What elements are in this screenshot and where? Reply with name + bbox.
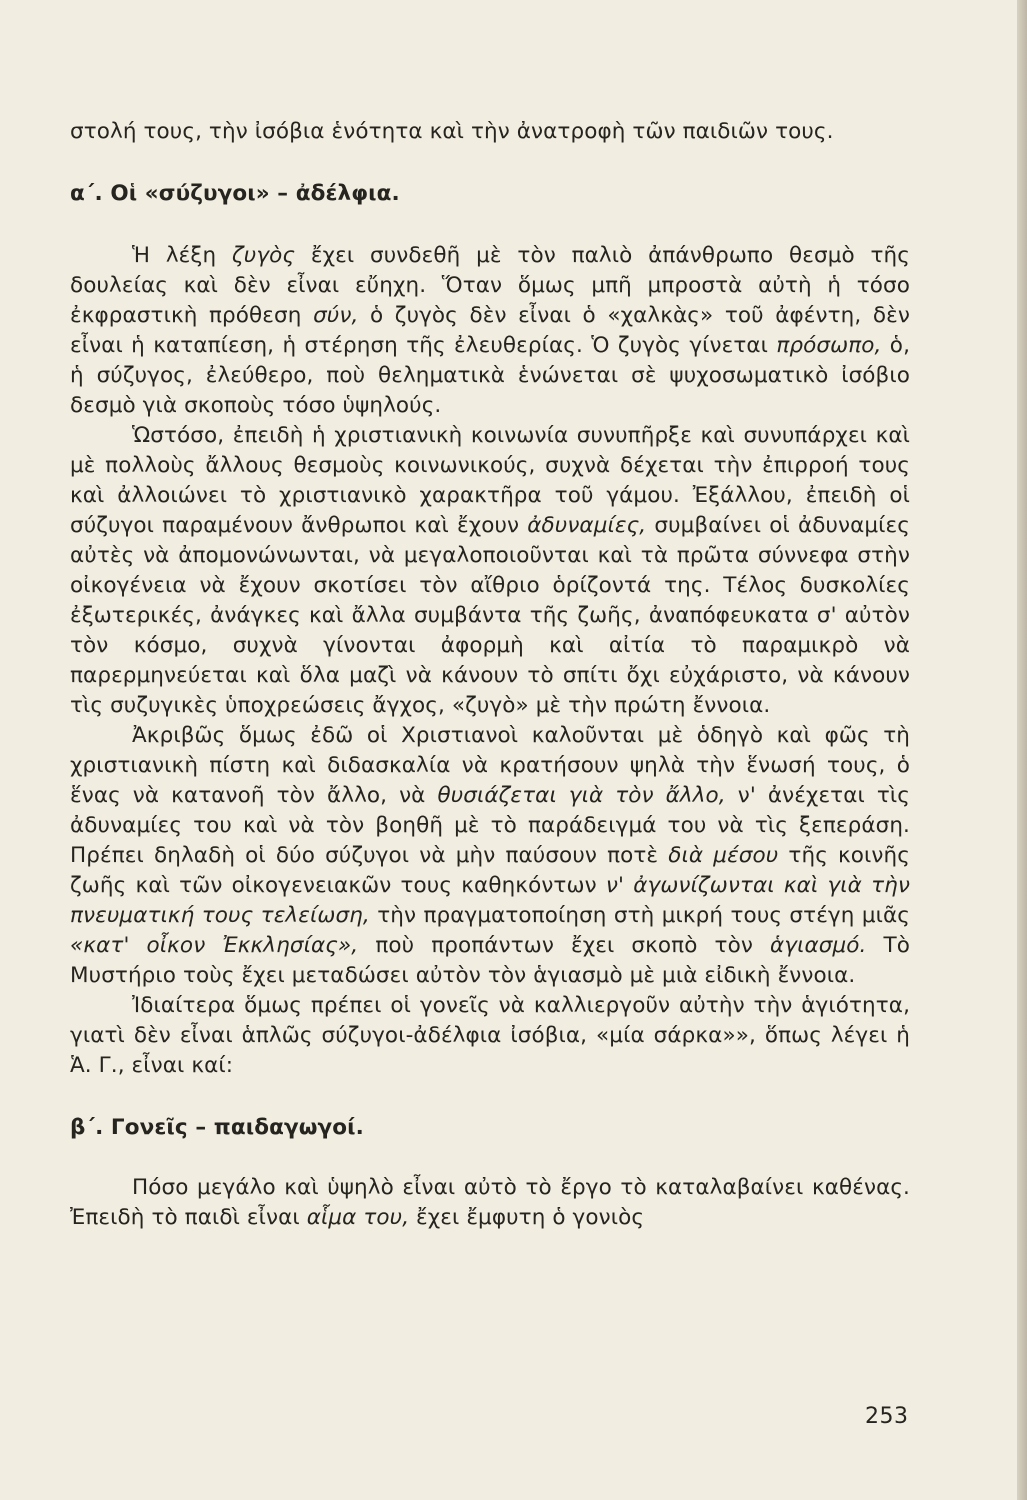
- paragraph-continued: στολή τους, τὴν ἰσόβια ἑνότητα καὶ τὴν ἀνατροφὴ τῶν παιδιῶν τους.: [70, 119, 834, 144]
- paragraph-weaknesses: Ὡστόσο, ἐπειδὴ ἡ χριστιανικὴ κοινωνία συνυπῆρξε καὶ συνυπάρχει καὶ μὲ πολλοὺς ἄλλους θεσμοὺς κοινωνικούς, συχνὰ δέχεται τὴν ἐπιρροή τους καὶ ἀλλοιώνει τὸ χριστιανικὸ χαρακτῆρα τοῦ γάμου. Ἐξάλλου, ἐπειδὴ οἱ σύζυγοι παραμένουν ἄνθρωποι καὶ ἔχουν ἀδυναμίες, συμβαίνει οἱ ἀδυναμίες αὐτὲς νὰ ἀπομονώνωνται, νὰ μεγαλοποιοῦνται καὶ τὰ πρῶτα σύννεφα στὴν οἰκογένεια νὰ ἔχουν σκοτίσει τὸν αἴθριο ὁρίζοντά της. Τέλος δυσκολίες ἐξωτερικές, ἀνάγκες καὶ ἄλλα συμβάντα τῆς ζωῆς, ἀναπόφευκατα σ' αὐτὸν τὸν κόσμο, συχνὰ γίνονται ἀφορμὴ καὶ αἰτία τὸ παραμικρὸ νὰ παρερμηνεύεται καὶ ὅλα μαζὶ νὰ κάνουν τὸ σπίτι ὄχι εὐχάριστο, νὰ κάνουν τὶς συζυγικὲς ὑποχρεώσεις ἄγχος, «ζυγὸ» μὲ τὴν πρώτη ἔννοια.: [70, 423, 910, 718]
- paragraph-christians: Ἀκριβῶς ὅμως ἐδῶ οἱ Χριστιανοὶ καλοῦνται μὲ ὁδηγὸ καὶ φῶς τὴ χριστιανικὴ πίστη καὶ διδασκαλία νὰ κρατήσουν ψηλὰ τὴν ἕνωσή τους, ὁ ἕνας νὰ κατανοῆ τὸν ἄλλο, νὰ θυσιάζεται γιὰ τὸν ἄλλο, ν' ἀνέχεται τὶς ἀδυναμίες του καὶ νὰ τὸν βοηθῆ μὲ τὸ παράδειγμά του νὰ τὶς ξεπεράση. Πρέπει δηλαδὴ οἱ δύο σύζυγοι νὰ μὴν παύσουν ποτὲ διὰ μέσου τῆς κοινῆς ζωῆς καὶ τῶν οἰκογενειακῶν τους καθηκόντων ν' ἀγωνίζωνται καὶ γιὰ τὴν πνευματική τους τελείωση, τὴν πραγματοποίηση στὴ μικρή τους στέγη μιᾶς «κατ' οἶκον Ἐκκλησίας», ποὺ προπάντων ἔχει σκοπὸ τὸν ἁγιασμό. Τὸ Μυστήριο τοὺς ἔχει μεταδώσει αὐτὸν τὸν ἁγιασμὸ μὲ μιὰ εἰδικὴ ἔννοια.: [70, 723, 911, 988]
- paragraph-zygos: Ἡ λέξη ζυγὸς ἔχει συνδεθῆ μὲ τὸν παλιὸ ἀπάνθρωπο θεσμὸ τῆς δουλείας καὶ δὲν εἶναι εὔηχη. Ὅταν ὅμως μπῆ μπροστὰ αὐτὴ ἡ τόσο ἐκφραστικὴ πρόθεση σύν, ὁ ζυγὸς δὲν εἶναι ὁ «χαλκὰς» τοῦ ἀφέντη, δὲν εἶναι ἡ καταπίεση, ἡ στέρηση τῆς ἐλευθερίας. Ὁ ζυγὸς γίνεται πρόσωπο, ὁ, ἡ σύζυγος, ἐλεύθερο, ποὺ θεληματικὰ ἑνώνεται σὲ ψυχοσωματικὸ ἰσόβιο δεσμὸ γιὰ σκοποὺς τόσο ὑψηλούς.: [70, 243, 911, 418]
- page-number: 253: [865, 1404, 909, 1429]
- section-heading-b: β΄. Γονεῖς – παιδαγωγοί.: [70, 1115, 364, 1140]
- page-spine-shadow: [1017, 0, 1027, 1500]
- paragraph-parents-holiness: Ἰδιαίτερα ὅμως πρέπει οἱ γονεῖς νὰ καλλιεργοῦν αὐτὴν τὴν ἁγιότητα, γιατὶ δὲν εἶναι ἁπλῶς σύζυγοι-ἀδέλφια ἰσόβια, «μία σάρκα»», ὅπως λέγει ἡ Ἁ. Γ., εἶναι καί:: [70, 993, 910, 1078]
- section-heading-a: α΄. Οἱ «σύζυγοι» – ἀδέλφια.: [70, 181, 400, 206]
- paragraph-educators: Πόσο μεγάλο καὶ ὑψηλὸ εἶναι αὐτὸ τὸ ἔργο τὸ καταλαβαίνει καθένας. Ἐπειδὴ τὸ παιδὶ εἶναι αἷμα του, ἔχει ἔμφυτη ὁ γονιὸς: [70, 1175, 910, 1230]
- body-text: [70, 117, 910, 1233]
